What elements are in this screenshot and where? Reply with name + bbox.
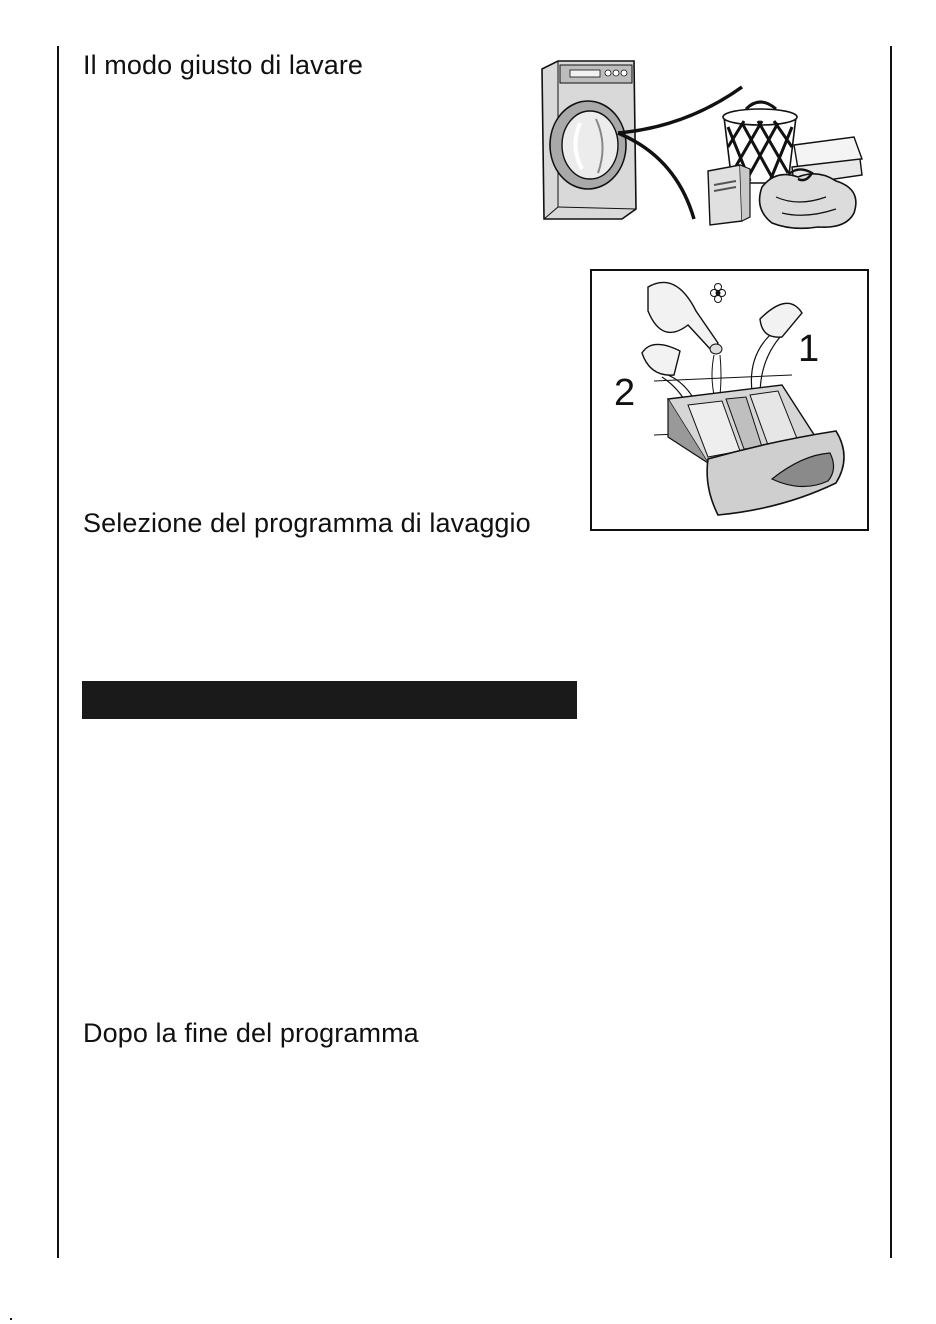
washing-machine-with-laundry-icon (536, 57, 866, 232)
right-margin-rule (890, 46, 892, 1258)
section-heading-after-program: Dopo la fine del programma (83, 1018, 419, 1048)
left-margin-rule (57, 46, 59, 1258)
section-heading-washing: Il modo giusto di lavare (83, 50, 364, 80)
flower-icon (711, 284, 726, 303)
black-section-bar (82, 681, 577, 719)
corner-mark (10, 1318, 12, 1320)
section-heading-program-selection: Selezione del programma di lavaggio (83, 508, 531, 538)
dispenser-illustration-frame (590, 269, 869, 531)
detergent-drawer-icon (592, 271, 867, 529)
compartment-2-label: 2 (614, 372, 636, 414)
compartment-1-label: 1 (798, 328, 820, 370)
